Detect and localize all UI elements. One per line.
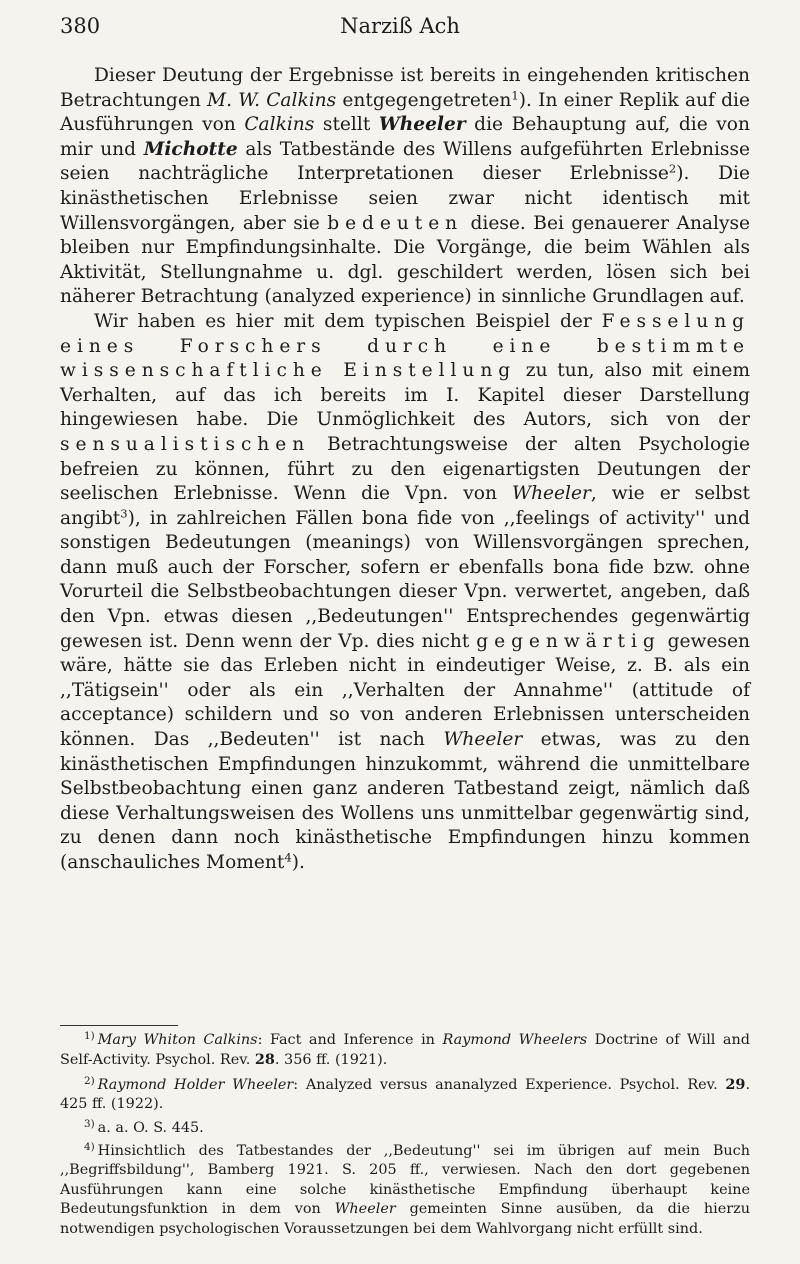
spaced-emphasis-text: Fesselung eines Forschers durch eine bestimmte wissenschaftliche Einstellung	[60, 310, 750, 382]
italic-text: Wheeler	[334, 1201, 396, 1218]
italic-text: Wheeler	[511, 483, 591, 505]
text-run: ).	[291, 852, 305, 873]
footnote	[60, 1119, 750, 1138]
footnote-reference: 1	[511, 88, 519, 103]
italic-text: Calkins	[244, 114, 315, 136]
italic-text: M. W. Calkins	[207, 89, 337, 111]
running-head: Narziß Ach	[340, 14, 460, 38]
text-run: a. a. O. S. 445.	[97, 1119, 204, 1136]
text-run: . 356 ff. (1921).	[274, 1052, 388, 1069]
italic-text: Raymond Holder Wheeler	[97, 1076, 294, 1093]
text-run: als Tatbestände des Willens aufgeführten Erlebnisse seien nachträgliche Interpretationen dieser Erlebnisse	[60, 138, 750, 185]
bold-italic-text: Michotte	[143, 138, 238, 160]
text-run: gewesen wäre, hätte sie das Erleben nicht in eindeutiger Weise, z. B. als ein ,,Tätigsein'' oder als ein ,,Verhalten der Annahme'' (attitude of acceptance) schildern und so von anderen Erlebnissen unterscheiden können. Das ,,Bedeuten'' ist nach	[60, 630, 750, 751]
spaced-emphasis-text: sensualistischen	[60, 433, 311, 455]
footnote-mark: 3)	[84, 1117, 95, 1130]
text-run: diese. Bei genauerer Analyse bleiben nur Empfindungsinhalte. Die Vorgänge, die beim Wählen als Aktivität, Stellungnahme u. dgl. geschildert werden, lösen sich bei näherer Betrachtung (analyzed experience) in sinnliche Grundlagen auf.	[60, 212, 751, 308]
spaced-emphasis-text: gegenwärtig	[476, 630, 661, 652]
text-run: Hinsichtlich des Tatbestandes der ,,Bedeutung'' sei im übrigen auf mein Buch ,,Begriffsbildung'', Bamberg 1921. S. 205 ff., verwiesen. Nach den dort gegebenen Ausführungen kann eine solche kinästhetische Empfindung überhaupt keine Bedeutungsfunktion in dem von	[60, 1143, 750, 1218]
spaced-emphasis-text: bedeuten	[327, 212, 464, 234]
italic-text: Wheeler	[443, 729, 523, 751]
text-run: , wie er selbst angibt	[60, 483, 751, 529]
footnote-reference: 3	[120, 506, 128, 521]
text-run: etwas, was zu den kinästhetischen Empfindungen hinzukommt, während die unmittelbare Selbstbeobachtung einen ganz anderen Tatbestand zeigt, nämlich daß diese Verhaltungsweisen des Wollens uns unmittelbar gegenwärtig sind, zu denen dann noch kinästhetische Empfindungen hinzu kommen (anschauliches Moment	[60, 729, 750, 873]
text-run: gemeinten Sinne ausüben, da die hierzu notwendigen psychologischen Voraussetzungen bei dem Wahlvorgang nicht erfüllt sind.	[60, 1201, 750, 1237]
body-text	[60, 64, 750, 876]
text-run: Betrachtungsweise der alten Psychologie befreien zu können, führt zu den eigenartigsten Deutungen der seelischen Erlebnisse. Wenn die Vpn. von	[60, 433, 750, 505]
footnote-mark: 2)	[84, 1075, 95, 1088]
text-run: Dieser Deutung der Ergebnisse ist bereits in eingehenden kritischen Betrachtungen	[60, 65, 750, 111]
page-header	[60, 14, 740, 42]
text-run: Wir haben es hier mit dem typischen Beispiel der	[94, 310, 602, 332]
text-run: . 425 ff. (1922).	[60, 1076, 751, 1113]
text-run: : Analyzed versus ananalyzed Experience. Psychol. Rev.	[293, 1076, 726, 1093]
text-run: Doctrine of Will and Self-Activity. Psychol. Rev.	[60, 1032, 750, 1069]
footnote-mark: 4)	[84, 1141, 95, 1154]
text-run: zu tun, also mit einem Verhalten, auf das ich bereits im I. Kapitel dieser Darstellung hingewiesen habe. Die Unmöglichkeit des Autors, sich von der	[60, 360, 750, 431]
footnote	[60, 1075, 750, 1115]
footnote-mark: 1)	[84, 1030, 95, 1043]
footnotes	[60, 1031, 750, 1243]
bold-text: 28	[254, 1051, 275, 1069]
bold-italic-text: Wheeler	[378, 114, 466, 136]
text-run: stellt	[314, 114, 379, 136]
bold-text: 29	[725, 1075, 746, 1093]
footnote-reference: 4	[284, 850, 292, 865]
text-run: : Fact and Inference in	[257, 1032, 443, 1048]
italic-text: Mary Whiton Calkins	[97, 1032, 258, 1048]
footnote	[60, 1142, 750, 1239]
text-run: ). In einer Replik auf die Ausführungen von	[60, 89, 751, 136]
paragraph	[60, 310, 750, 876]
italic-text: Raymond Wheelers	[442, 1032, 588, 1048]
text-run: die Behauptung auf, die von mir und	[60, 114, 750, 160]
footnote-reference: 2	[668, 162, 677, 177]
text-run: ), in zahlreichen Fällen bona fide von ,,feelings of activity'' und sonstigen Bedeutungen (meanings) von Willensvorgängen sprechen, dann muß auch der Forscher, sofern er ebenfalls bona fide bzw. ohne Vorurteil die Selbstbeobachtungen dieser Vpn. verwertet, angeben, daß den Vpn. etwas diesen ,,Bedeutungen'' Entsprechendes gegenwärtig gewesen ist. Denn wenn der Vp. dies nicht	[60, 507, 750, 652]
text-run: ). Die kinästhetischen Erlebnisse seien zwar nicht identisch mit Willensvorgängen, aber sie	[60, 163, 750, 234]
footnote	[60, 1031, 750, 1071]
paragraph	[60, 64, 750, 310]
page-number: 380	[60, 14, 101, 38]
footnote-divider	[60, 1025, 178, 1026]
text-run: entgegengetreten	[336, 89, 512, 111]
